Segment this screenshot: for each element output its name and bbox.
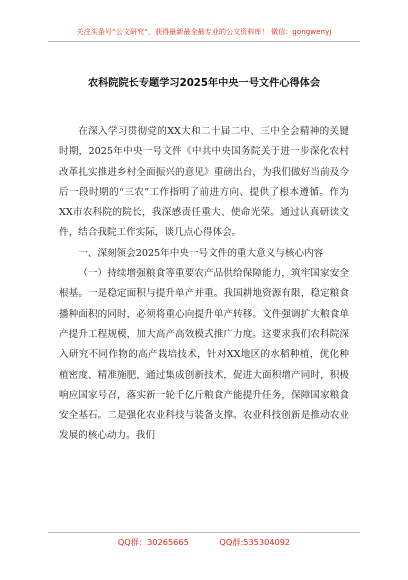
intro-paragraph: 在深入学习贯彻党的XX大和二十届二中、三中全会精神的关键时期，2025年中央一号文件《中共中央国务院关于进一步深化农村改革扎实推进乡村全面振兴的意见》重磅出台，为我们做好当前及今后一段时期的“三农”工作指明了前进方向、提供了根本遵循。作为XX市农科院的院长，我深感责任重大、使命光荣。通过认真研读文件，结合我院工作实际，谈几点心得体会。	[59, 126, 349, 239]
header-note: 关注头条号“公文研究”，获得最新最全最专业的公文资料库！ 微信：gongwenyj	[76, 28, 332, 36]
footer	[0, 537, 408, 548]
document-body	[59, 122, 349, 447]
document-title: 农科院院长专题学习2025年中央一号文件心得体会	[87, 78, 321, 89]
footer-qq-group-1: QQ群：30265665	[117, 537, 189, 547]
header-divider	[48, 41, 360, 42]
body-paragraph: （一）持续增强粮食等重要农产品供给保障能力，筑牢国家安全根基。一是稳定面积与提升单产并重。我国耕地资源有限，稳定粮食播种面积的同时，必须将重心向提升单产转移。文件强调扩大粮食单产提升工程规模，加大高产高效模式推广力度。这要求我们农科院深入研究不同作物的高产栽培技术，针对XX地区的水稻种植，优化种植密度、精准施肥，通过集成创新技术，促进大面积增产同时，积极响应国家号召，落实新一轮千亿斤粮食产能提升任务，保障国家粮食安全基石。二是强化农业科技与装备支撑。农业科技创新是推动农业发展的核心动力。我们	[59, 268, 349, 442]
footer-divider	[48, 532, 360, 533]
footer-qq-group-2: QQ群:535304092	[219, 537, 291, 547]
section-heading: 一、深刻领会2025年中央一号文件的重大意义与核心内容	[78, 247, 324, 259]
